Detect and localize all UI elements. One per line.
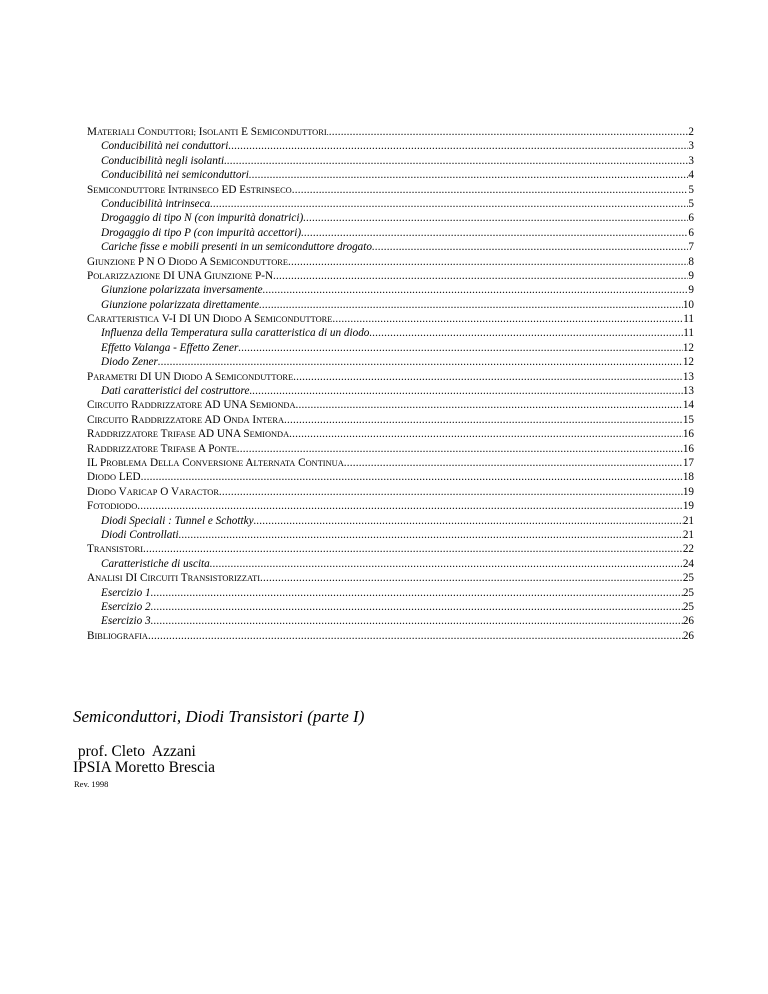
toc-page-number: 3 xyxy=(688,154,694,167)
toc-page-number: 2 xyxy=(688,126,694,138)
toc-entry-title: Diodi Speciali : Tunnel e Schottky xyxy=(101,514,254,527)
toc-entry-title: Cariche fisse e mobili presenti in un semiconduttore drogato xyxy=(101,241,372,254)
toc-leader-dots xyxy=(219,485,683,499)
toc-page-number: 16 xyxy=(682,428,694,441)
toc-entry[interactable] xyxy=(87,485,694,499)
toc-page-number: 25 xyxy=(682,600,694,613)
toc-entry[interactable] xyxy=(87,629,694,643)
toc-leader-dots xyxy=(301,226,688,240)
toc-leader-dots xyxy=(329,125,689,139)
toc-entry-title: Giunzione polarizzata direttamente xyxy=(101,298,260,311)
document-title: Semiconduttori, Diodi Transistori (parte I) xyxy=(73,707,365,726)
toc-subentry[interactable] xyxy=(87,211,694,225)
toc-entry-title: CARATTERISTICA V-I DI UN DIODO A SEMICONDUTTORE xyxy=(87,313,333,326)
toc-entry-title: CIRCUITO RADDRIZZATORE AD UNA SEMIONDA xyxy=(87,399,296,412)
toc-entry-title: Caratteristiche di uscita xyxy=(101,557,210,570)
toc-leader-dots xyxy=(137,499,683,513)
toc-page-number: 6 xyxy=(688,212,694,225)
toc-leader-dots xyxy=(344,456,683,470)
toc-page-number: 24 xyxy=(682,557,694,570)
toc-leader-dots xyxy=(372,240,688,254)
toc-entry-title: Drogaggio di tipo P (con impurità accettori) xyxy=(101,226,302,239)
toc-leader-dots xyxy=(210,197,688,211)
toc-entry[interactable] xyxy=(87,456,694,470)
toc-page-number: 12 xyxy=(682,356,694,369)
toc-leader-dots xyxy=(288,255,688,269)
toc-leader-dots xyxy=(179,528,683,542)
toc-entry[interactable] xyxy=(87,183,694,197)
toc-entry-title: SEMICONDUTTORE INTRINSECO ED ESTRINSECO xyxy=(87,183,292,196)
toc-entry-title: Giunzione polarizzata inversamente xyxy=(101,284,263,297)
toc-entry-title: RADDRIZZATORE TRIFASE A PONTE xyxy=(87,442,237,455)
toc-entry-title: Conducibilità nei conduttori xyxy=(101,140,229,153)
toc-page-number: 12 xyxy=(682,341,694,354)
toc-leader-dots xyxy=(292,183,689,197)
toc-entry-title: Conducibilità negli isolanti xyxy=(101,154,225,167)
toc-entry[interactable] xyxy=(87,269,694,283)
toc-entry-title: DIODO VARICAP O VARACTOR xyxy=(87,485,219,498)
toc-entry-title: BIBLIOGRAFIA xyxy=(87,629,148,642)
toc-entry[interactable] xyxy=(87,442,694,456)
toc-leader-dots xyxy=(151,600,683,614)
toc-entry-title: FOTODIODO xyxy=(87,500,138,513)
toc-leader-dots xyxy=(293,370,683,384)
toc-page-number: 19 xyxy=(682,500,694,513)
toc-entry-title: Drogaggio di tipo N (con impurità donatrici) xyxy=(101,212,304,225)
toc-leader-dots xyxy=(210,557,683,571)
toc-entry[interactable] xyxy=(87,571,694,585)
toc-page-number: 25 xyxy=(682,572,694,585)
toc-entry-title: GIUNZIONE P N O DIODO A SEMICONDUTTORE xyxy=(87,255,288,268)
toc-leader-dots xyxy=(254,514,683,528)
toc-subentry[interactable] xyxy=(87,600,694,614)
toc-leader-dots xyxy=(260,571,683,585)
toc-page-number: 21 xyxy=(682,528,694,541)
toc-entry-title: Conducibilità nei semiconduttori xyxy=(101,169,249,182)
toc-leader-dots xyxy=(273,269,688,283)
toc-leader-dots xyxy=(224,154,688,168)
toc-subentry[interactable] xyxy=(87,283,694,297)
toc-page-number: 22 xyxy=(682,543,694,556)
toc-leader-dots xyxy=(263,283,689,297)
toc-entry[interactable] xyxy=(87,542,694,556)
toc-entry-title: DIODO LED xyxy=(87,471,141,484)
toc-page-number: 19 xyxy=(682,485,694,498)
toc-entry-title: Effetto Valanga - Effetto Zener xyxy=(101,341,239,354)
toc-leader-dots xyxy=(249,384,682,398)
toc-subentry[interactable] xyxy=(87,384,694,398)
toc-leader-dots xyxy=(249,168,688,182)
toc-page-number: 26 xyxy=(682,615,694,628)
toc-leader-dots xyxy=(259,298,683,312)
toc-entry[interactable] xyxy=(87,398,694,412)
toc-entry-title: Esercizio 1 xyxy=(101,586,151,599)
toc-subentry[interactable] xyxy=(87,586,694,600)
toc-page-number: 11 xyxy=(683,327,694,340)
toc-leader-dots xyxy=(289,427,683,441)
toc-page-number: 13 xyxy=(682,385,694,398)
toc-subentry[interactable] xyxy=(87,514,694,528)
toc-page-number: 18 xyxy=(682,471,694,484)
toc-entry-title: POLARIZZAZIONE DI UNA GIUNZIONE P-N xyxy=(87,269,274,282)
toc-leader-dots xyxy=(238,341,682,355)
toc-entry[interactable] xyxy=(87,255,694,269)
toc-page-number: 3 xyxy=(688,140,694,153)
toc-page-number: 10 xyxy=(682,298,694,311)
toc-page-number: 25 xyxy=(682,586,694,599)
table-of-contents xyxy=(87,125,694,643)
toc-leader-dots xyxy=(332,312,683,326)
toc-page-number: 16 xyxy=(682,442,694,455)
toc-leader-dots xyxy=(151,586,683,600)
toc-leader-dots xyxy=(303,211,688,225)
toc-page-number: 14 xyxy=(682,399,694,412)
toc-page-number: 9 xyxy=(688,284,694,297)
toc-page-number: 13 xyxy=(682,370,694,383)
toc-leader-dots xyxy=(148,629,683,643)
toc-page-number: 15 xyxy=(682,413,694,426)
toc-entry-title: Influenza della Temperatura sulla caratteristica di un diodo xyxy=(101,327,370,340)
toc-subentry[interactable] xyxy=(87,240,694,254)
toc-subentry[interactable] xyxy=(87,154,694,168)
toc-page-number: 17 xyxy=(682,456,694,469)
toc-subentry[interactable] xyxy=(87,197,694,211)
toc-subentry[interactable] xyxy=(87,355,694,369)
toc-subentry[interactable] xyxy=(87,298,694,312)
toc-leader-dots xyxy=(141,470,683,484)
toc-entry-title: CIRCUITO RADDRIZZATORE AD ONDA INTERA xyxy=(87,413,285,426)
toc-entry-title: Esercizio 2 xyxy=(101,600,151,613)
toc-entry-title: ANALISI DI CIRCUITI TRANSISTORIZZATI xyxy=(87,572,261,585)
toc-leader-dots xyxy=(369,326,683,340)
toc-entry[interactable] xyxy=(87,370,694,384)
toc-page-number: 9 xyxy=(688,269,694,282)
toc-entry-title: IL PROBLEMA DELLA CONVERSIONE ALTERNATA CONTINUA xyxy=(87,456,344,469)
toc-page-number: 7 xyxy=(688,241,694,254)
toc-page-number: 5 xyxy=(688,197,694,210)
toc-entry[interactable] xyxy=(87,427,694,441)
toc-entry-title: Conducibilità intrinseca xyxy=(101,197,211,210)
toc-leader-dots xyxy=(151,614,683,628)
toc-page-number: 6 xyxy=(688,226,694,239)
toc-subentry[interactable] xyxy=(87,341,694,355)
toc-entry-title: Esercizio 3 xyxy=(101,615,151,628)
toc-entry-title: RADDRIZZATORE TRIFASE AD UNA SEMIONDA xyxy=(87,428,290,441)
toc-subentry[interactable] xyxy=(87,226,694,240)
toc-entry[interactable] xyxy=(87,312,694,326)
toc-entry[interactable] xyxy=(87,499,694,513)
toc-leader-dots xyxy=(237,442,683,456)
toc-entry[interactable] xyxy=(87,125,694,139)
toc-page-number: 8 xyxy=(688,255,694,268)
toc-page-number: 11 xyxy=(683,313,694,326)
toc-subentry[interactable] xyxy=(87,168,694,182)
toc-page-number: 21 xyxy=(682,514,694,527)
revision-note: Rev. 1998 xyxy=(74,779,109,789)
toc-entry-title: Diodi Controllati xyxy=(101,528,179,541)
toc-entry-title: Dati caratteristici del costruttore xyxy=(101,385,250,398)
toc-leader-dots xyxy=(228,139,688,153)
toc-leader-dots xyxy=(296,398,683,412)
author-name: prof. Cleto Azzani xyxy=(74,743,196,760)
toc-entry-title: TRANSISTORI xyxy=(87,543,144,556)
toc-subentry[interactable] xyxy=(87,614,694,628)
toc-page-number: 5 xyxy=(688,183,694,196)
toc-page-number: 26 xyxy=(682,629,694,642)
toc-subentry[interactable] xyxy=(87,139,694,153)
toc-leader-dots xyxy=(158,355,683,369)
toc-leader-dots xyxy=(143,542,683,556)
toc-entry-title: PARAMETRI DI UN DIODO A SEMICONDUTTORE xyxy=(87,370,294,383)
school-name: IPSIA Moretto Brescia xyxy=(73,759,216,776)
toc-leader-dots xyxy=(284,413,683,427)
toc-page-number: 4 xyxy=(688,169,694,182)
toc-entry-title: Diodo Zener xyxy=(101,356,158,369)
toc-subentry[interactable] xyxy=(87,528,694,542)
toc-subentry[interactable] xyxy=(87,326,694,340)
toc-subentry[interactable] xyxy=(87,557,694,571)
toc-entry[interactable] xyxy=(87,470,694,484)
toc-entry-title: MATERIALI CONDUTTORI; ISOLANTI E SEMICONDUTTORI. xyxy=(87,126,329,138)
toc-entry[interactable] xyxy=(87,413,694,427)
